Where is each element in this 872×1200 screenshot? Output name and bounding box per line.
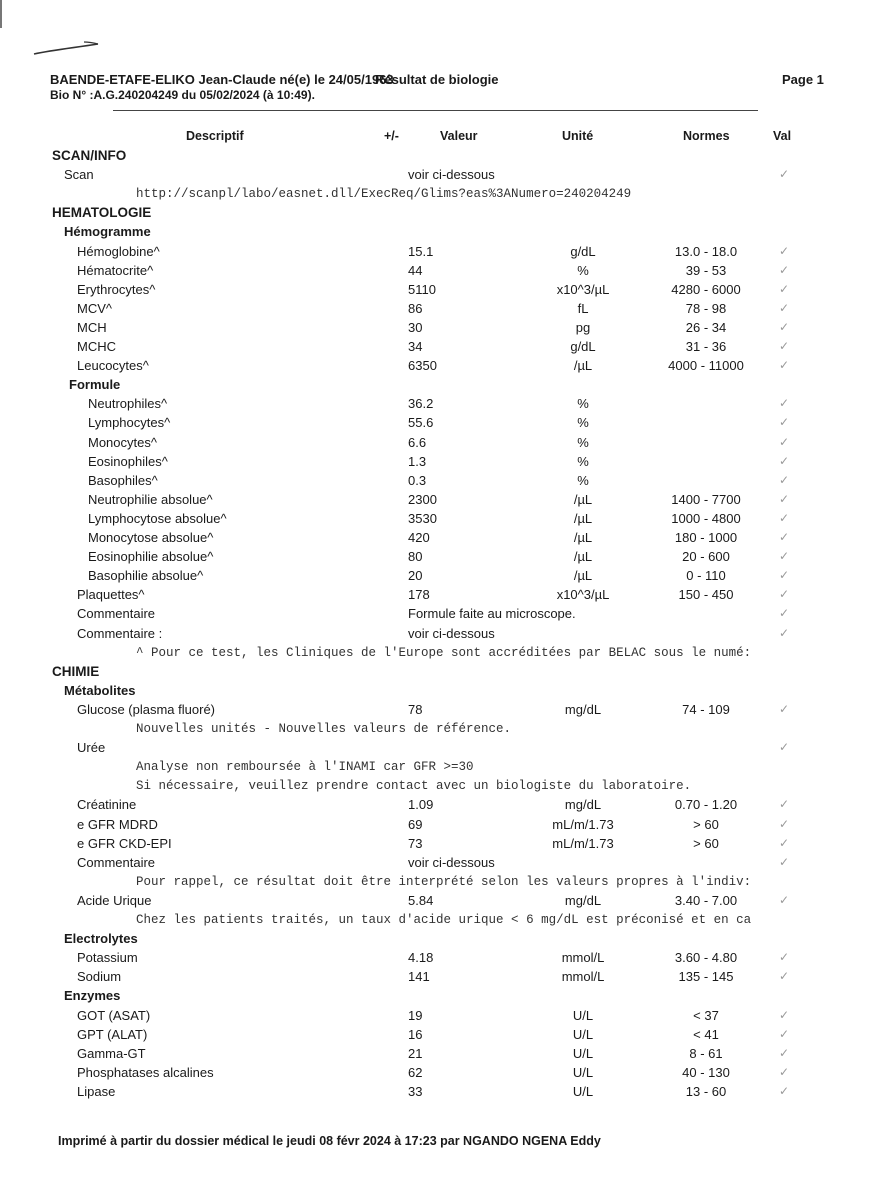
result-value: 6350 <box>408 358 437 374</box>
result-norm: 1400 - 7700 <box>671 491 741 507</box>
result-norm: < 37 <box>693 1007 719 1023</box>
footer-printed: Imprimé à partir du dossier médical le jeudi 08 févr 2024 à 17:23 par NGANDO NGENA Eddy <box>58 1134 601 1148</box>
validated-check-icon: ✓ <box>779 701 790 716</box>
section-heading: CHIMIE <box>52 663 100 679</box>
result-unit: g/dL <box>570 243 596 259</box>
result-unit: mL/m/1.73 <box>552 835 614 851</box>
result-label: Basophilie absolue^ <box>88 568 204 584</box>
result-label: Leucocytes^ <box>77 358 149 374</box>
result-norm: 3.60 - 4.80 <box>674 950 738 966</box>
col-valeur: Valeur <box>440 129 478 143</box>
result-norm: 8 - 61 <box>689 1045 723 1061</box>
result-value: 30 <box>408 319 423 335</box>
result-norm: 40 - 130 <box>682 1064 730 1080</box>
result-note: Chez les patients traités, un taux d'acide urique < 6 mg/dL est préconisé et en ca <box>136 913 752 927</box>
validated-check-icon: ✓ <box>779 854 790 869</box>
result-label: Glucose (plasma fluoré) <box>77 701 215 717</box>
result-value: 1.3 <box>408 453 427 469</box>
result-unit: mg/dL <box>564 797 602 813</box>
result-unit: pg <box>575 319 591 335</box>
result-label: Gamma-GT <box>77 1045 146 1061</box>
col-val: Val <box>773 129 792 143</box>
result-label: Lipase <box>77 1083 116 1099</box>
result-note: Si nécessaire, veuillez prendre contact avec un biologiste du laboratoire. <box>136 779 692 794</box>
result-label: Urée <box>77 740 106 756</box>
validated-check-icon: ✓ <box>779 415 790 430</box>
result-unit: mmol/L <box>561 950 605 966</box>
page-number: Page 1 <box>782 72 824 87</box>
result-label: MCV^ <box>77 300 112 316</box>
result-value: 0.3 <box>408 472 427 488</box>
result-label: Basophiles^ <box>88 472 158 488</box>
result-unit: /µL <box>573 491 593 507</box>
result-value: voir ci-dessous <box>408 625 495 641</box>
result-norm: 180 - 1000 <box>674 530 738 545</box>
result-label: Sodium <box>77 969 122 985</box>
validated-check-icon: ✓ <box>779 587 790 602</box>
result-value: 36.2 <box>408 396 434 412</box>
result-label: Eosinophilie absolue^ <box>88 549 214 565</box>
result-unit: U/L <box>572 1007 594 1023</box>
result-label: Commentaire <box>77 606 156 622</box>
report-title: Résultat de biologie <box>375 72 499 87</box>
result-norm: < 41 <box>693 1026 719 1042</box>
result-label: Hémoglobine^ <box>77 243 160 259</box>
result-value: 73 <box>408 835 423 851</box>
validated-check-icon: ✓ <box>779 300 790 315</box>
result-label: Monocytose absolue^ <box>88 530 214 545</box>
validated-check-icon: ✓ <box>779 835 790 850</box>
validated-check-icon: ✓ <box>779 396 790 411</box>
validated-check-icon: ✓ <box>779 1045 790 1060</box>
result-value: 178 <box>408 587 430 603</box>
result-label: GOT (ASAT) <box>77 1007 151 1023</box>
result-unit: U/L <box>572 1045 594 1061</box>
result-label: MCHC <box>77 339 116 354</box>
result-label: Commentaire : <box>77 625 163 641</box>
result-norm: 13.0 - 18.0 <box>674 243 738 259</box>
result-label: Scan <box>64 167 94 183</box>
result-unit: /µL <box>573 549 593 565</box>
result-unit: % <box>577 262 589 278</box>
result-unit: mmol/L <box>561 969 605 985</box>
subsection-heading: Métabolites <box>64 682 136 698</box>
result-norm: 4000 - 11000 <box>668 358 744 374</box>
result-unit: /µL <box>573 568 593 584</box>
validated-check-icon: ✓ <box>779 1026 790 1041</box>
result-note: Analyse non remboursée à l'INAMI car GFR >=30 <box>136 760 474 775</box>
result-label: MCH <box>77 319 107 335</box>
result-unit: % <box>577 396 589 412</box>
result-norm: 74 - 109 <box>682 701 730 717</box>
result-label: Acide Urique <box>77 892 152 908</box>
result-value: 78 <box>408 701 423 717</box>
result-label: Créatinine <box>77 797 137 813</box>
validated-check-icon: ✓ <box>779 319 790 334</box>
result-norm: 3.40 - 7.00 <box>674 892 738 908</box>
col-descriptif: Descriptif <box>186 129 244 143</box>
result-label: Potassium <box>77 950 138 966</box>
section-heading: SCAN/INFO <box>52 148 127 163</box>
result-label: Neutrophilie absolue^ <box>88 491 213 507</box>
result-note: Pour rappel, ce résultat doit être interprété selon les valeurs propres à l'indiv: <box>136 874 752 889</box>
result-label: Lymphocytose absolue^ <box>88 510 227 526</box>
result-norm: 39 - 53 <box>685 262 727 278</box>
result-label: e GFR MDRD <box>77 816 158 832</box>
result-value: 141 <box>408 969 430 985</box>
result-unit: U/L <box>572 1083 594 1099</box>
result-norm: 0 - 110 <box>686 568 726 584</box>
result-norm: 135 - 145 <box>678 969 734 985</box>
result-unit: U/L <box>572 1064 594 1080</box>
result-norm: 4280 - 6000 <box>671 281 741 297</box>
result-unit: U/L <box>572 1026 594 1042</box>
result-unit: g/dL <box>570 339 596 354</box>
result-value: voir ci-dessous <box>408 854 495 870</box>
subsection-heading: Hémogramme <box>64 224 151 240</box>
validated-check-icon: ✓ <box>779 281 790 296</box>
result-value: 19 <box>408 1007 423 1023</box>
result-norm: 0.70 - 1.20 <box>674 797 738 813</box>
result-unit: /µL <box>573 510 593 526</box>
result-unit: /µL <box>573 530 593 545</box>
patient-line: BAENDE-ETAFE-ELIKO Jean-Claude né(e) le 24/05/1963 <box>50 72 394 87</box>
result-value: 33 <box>408 1083 423 1099</box>
result-norm: 150 - 450 <box>678 587 734 603</box>
validated-check-icon: ✓ <box>779 491 790 506</box>
result-label: Plaquettes^ <box>77 587 145 603</box>
result-unit: mg/dL <box>564 701 602 717</box>
result-value: 6.6 <box>408 434 427 450</box>
result-unit: x10^3/µL <box>556 587 610 603</box>
validated-check-icon: ✓ <box>779 625 790 640</box>
result-label: Neutrophiles^ <box>88 396 168 412</box>
validated-check-icon: ✓ <box>779 1083 790 1098</box>
result-value: 69 <box>408 816 423 832</box>
result-value: 44 <box>408 262 423 278</box>
result-label: Lymphocytes^ <box>88 415 171 431</box>
result-label: Eosinophiles^ <box>88 453 168 469</box>
validated-check-icon: ✓ <box>779 358 790 373</box>
result-value: 3530 <box>408 510 437 526</box>
result-norm: 20 - 600 <box>682 549 730 565</box>
validated-check-icon: ✓ <box>779 243 790 258</box>
result-label: Phosphatases alcalines <box>77 1064 214 1080</box>
col-normes: Normes <box>683 129 730 143</box>
col-plusminus: +/- <box>384 129 399 143</box>
validated-check-icon: ✓ <box>779 530 790 544</box>
result-value: 34 <box>408 339 423 354</box>
result-unit: fL <box>577 300 589 316</box>
result-unit: % <box>577 472 589 488</box>
validated-check-icon: ✓ <box>779 892 790 907</box>
result-value: 16 <box>408 1026 423 1042</box>
result-unit: x10^3/µL <box>556 281 610 297</box>
validated-check-icon: ✓ <box>779 549 790 564</box>
validated-check-icon: ✓ <box>779 510 790 525</box>
result-unit: % <box>577 415 589 431</box>
result-unit: mg/dL <box>564 892 602 908</box>
result-value: 15.1 <box>408 243 434 259</box>
bio-line: Bio N° :A.G.240204249 du 05/02/2024 (à 10:49). <box>50 88 315 102</box>
validated-check-icon: ✓ <box>779 797 790 812</box>
result-value: 1.09 <box>408 797 434 813</box>
validated-check-icon: ✓ <box>779 1064 790 1079</box>
validated-check-icon: ✓ <box>779 434 790 449</box>
validated-check-icon: ✓ <box>779 740 790 755</box>
result-value: 2300 <box>408 491 437 507</box>
result-norm: 26 - 34 <box>685 319 727 335</box>
result-label: e GFR CKD-EPI <box>77 835 172 851</box>
validated-check-icon: ✓ <box>779 453 790 468</box>
validated-check-icon: ✓ <box>779 606 790 621</box>
result-note: http://scanpl/labo/easnet.dll/ExecReq/Glims?eas%3ANumero=240204249 <box>136 187 632 202</box>
result-norm: 31 - 36 <box>685 339 727 354</box>
section-heading: HEMATOLOGIE <box>52 205 152 221</box>
result-value: 55.6 <box>408 415 434 431</box>
validated-check-icon: ✓ <box>779 167 790 182</box>
validated-check-icon: ✓ <box>779 262 790 277</box>
result-label: Hématocrite^ <box>77 262 154 278</box>
result-norm: 78 - 98 <box>685 300 727 316</box>
result-value: voir ci-dessous <box>408 167 495 183</box>
result-value: 21 <box>408 1045 423 1061</box>
result-norm: 1000 - 4800 <box>671 510 741 526</box>
result-value: Formule faite au microscope. <box>408 606 576 622</box>
result-unit: % <box>577 434 589 450</box>
result-label: Erythrocytes^ <box>77 281 156 297</box>
result-value: 62 <box>408 1064 423 1080</box>
page-edge-mark <box>0 0 2 28</box>
result-value: 86 <box>408 300 423 316</box>
result-value: 420 <box>408 530 430 545</box>
result-norm: > 60 <box>693 835 719 851</box>
result-unit: /µL <box>573 358 593 374</box>
subsection-heading: Enzymes <box>64 988 121 1004</box>
result-label: Commentaire <box>77 854 156 870</box>
result-value: 4.18 <box>408 950 434 966</box>
subsection-heading: Electrolytes <box>64 931 138 947</box>
result-value: 5110 <box>408 281 436 297</box>
result-value: 80 <box>408 549 423 565</box>
result-value: 5.84 <box>408 892 434 908</box>
validated-check-icon: ✓ <box>779 969 790 984</box>
result-label: Monocytes^ <box>88 434 157 450</box>
result-note: ^ Pour ce test, les Cliniques de l'Europe sont accréditées par BELAC sous le numé: <box>136 645 752 660</box>
validated-check-icon: ✓ <box>779 950 790 965</box>
col-unite: Unité <box>562 129 594 143</box>
validated-check-icon: ✓ <box>779 339 790 353</box>
result-norm: 13 - 60 <box>685 1083 727 1099</box>
validated-check-icon: ✓ <box>779 816 790 831</box>
result-note: Nouvelles unités - Nouvelles valeurs de référence. <box>136 722 512 736</box>
header-rule <box>113 110 758 111</box>
result-label: GPT (ALAT) <box>77 1026 148 1042</box>
result-value: 20 <box>408 568 423 584</box>
validated-check-icon: ✓ <box>779 568 790 583</box>
result-norm: > 60 <box>693 816 719 832</box>
handwritten-mark <box>32 40 102 60</box>
subsection-heading: Formule <box>69 377 121 393</box>
result-unit: mL/m/1.73 <box>552 816 614 832</box>
result-unit: % <box>577 453 589 469</box>
validated-check-icon: ✓ <box>779 472 790 487</box>
validated-check-icon: ✓ <box>779 1007 790 1022</box>
